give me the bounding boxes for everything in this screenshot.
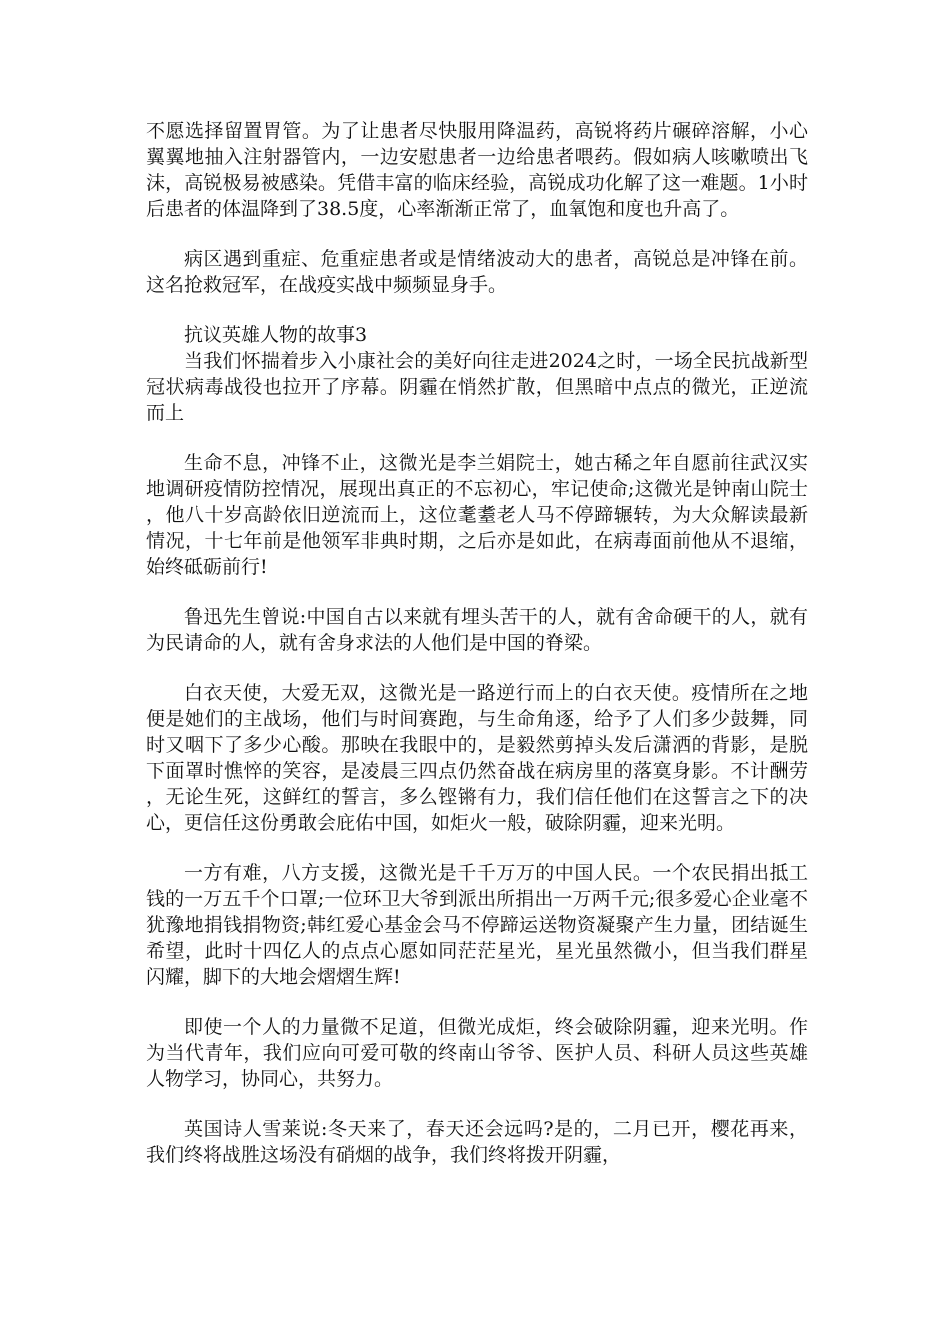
paragraph: 即使一个人的力量微不足道，但微光成炬，终会破除阴霾，迎来光明。作为当代青年，我们应向可爱可敬的终南山爷爷、医护人员、科研人员这些英雄人物学习，协同心，共努力。 xyxy=(146,1016,808,1090)
paragraph: 白衣天使，大爱无双，这微光是一路逆行而上的白衣天使。疫情所在之地便是她们的主战场，他们与时间赛跑，与生命角逐，给予了人们多少鼓舞，同时又咽下了多少心酸。那映在我眼中的，是毅然剪掉头发后潇洒的背影，是脱下面罩时憔悴的笑容，是凌晨三四点仍然奋战在病房里的落寞身影。不计酬劳，无论生死，这鲜红的誓言，多么铿锵有力，我们信任他们在这誓言之下的决心，更信任这份勇敢会庇佑中国，如炬火一般，破除阴霾，迎来光明。 xyxy=(146,682,808,834)
paragraph-continued: 不愿选择留置胃管。为了让患者尽快服用降温药，高锐将药片碾碎溶解，小心翼翼地抽入注射器管内，一边安慰患者一边给患者喂药。假如病人咳嗽喷出飞沫，高锐极易被感染。凭借丰富的临床经验，高锐成功化解了这一难题。1小时后患者的体温降到了38.5度，心率渐渐正常了，血氧饱和度也升高了。 xyxy=(146,120,808,220)
paragraph: 一方有难，八方支援，这微光是千千万万的中国人民。一个农民捐出抵工钱的一万五千个口罩;一位环卫大爷到派出所捐出一万两千元;很多爱心企业毫不犹豫地捐钱捐物资;韩红爱心基金会马不停蹄运送物资凝聚产生力量，团结诞生希望，此时十四亿人的点点心愿如同茫茫星光，星光虽然微小，但当我们群星闪耀，脚下的大地会熠熠生辉! xyxy=(146,862,808,988)
paragraph: 英国诗人雪莱说:冬天来了，春天还会远吗?是的，二月已开，樱花再来，我们终将战胜这场没有硝烟的战争，我们终将拨开阴霾， xyxy=(146,1118,808,1166)
paragraph: 生命不息，冲锋不止，这微光是李兰娟院士，她古稀之年自愿前往武汉实地调研疫情防控情况，展现出真正的不忘初心，牢记使命;这微光是钟南山院士，他八十岁高龄依旧逆流而上，这位耄耋老人马不停蹄辗转，为大众解读最新情况，十七年前是他领军非典时期，之后亦是如此，在病毒面前他从不退缩，始终砥砺前行! xyxy=(146,452,808,578)
document-body xyxy=(146,118,808,1192)
section-heading: 抗议英雄人物的故事3 xyxy=(184,324,368,346)
paragraph: 病区遇到重症、危重症患者或是情绪波动大的患者，高锐总是冲锋在前。这名抢救冠军，在战疫实战中频频显身手。 xyxy=(146,248,808,296)
paragraph: 鲁迅先生曾说:中国自古以来就有埋头苦干的人，就有舍命硬干的人，就有为民请命的人，就有舍身求法的人他们是中国的脊梁。 xyxy=(146,606,808,654)
paragraph: 当我们怀揣着步入小康社会的美好向往走进2024之时，一场全民抗战新型冠状病毒战役也拉开了序幕。阴霾在悄然扩散，但黑暗中点点的微光，正逆流而上 xyxy=(146,350,808,424)
